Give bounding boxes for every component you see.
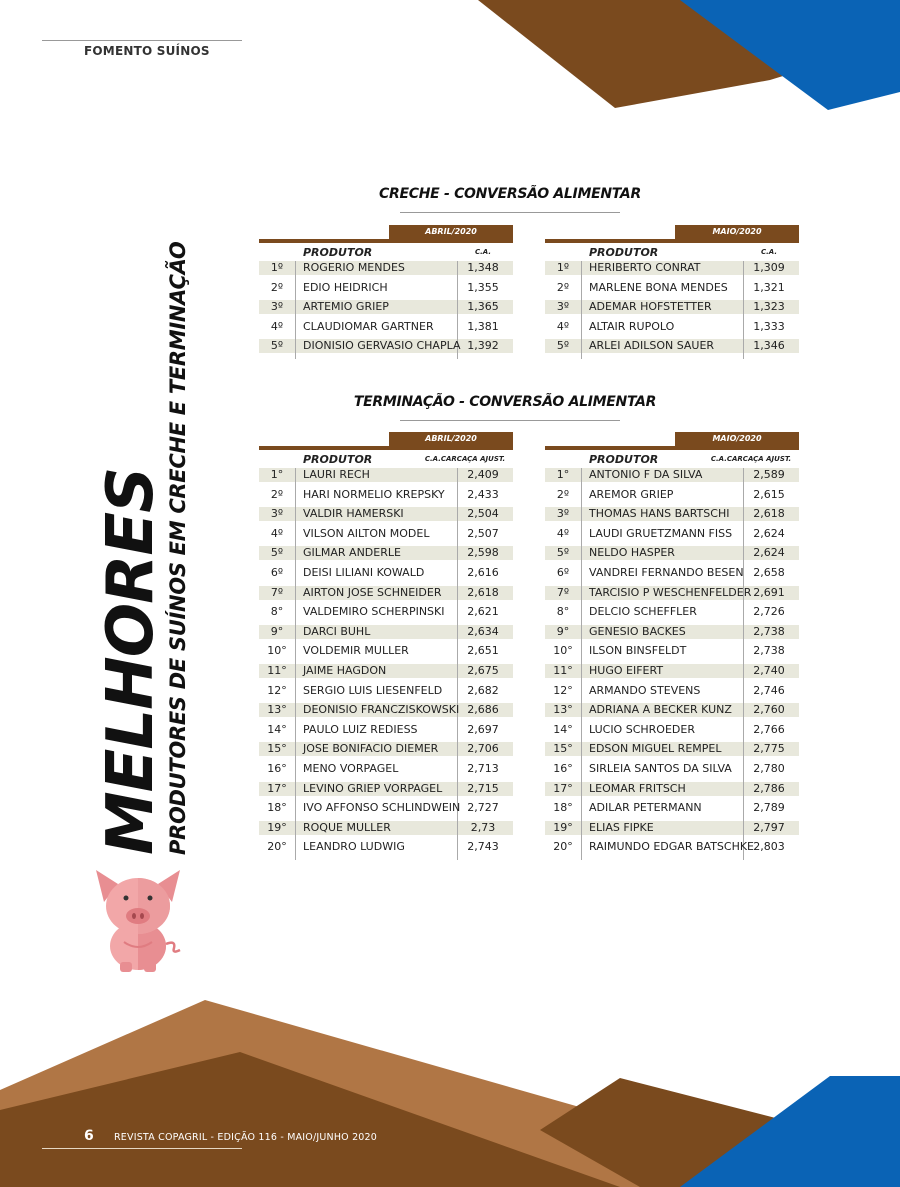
table-row: [545, 782, 799, 802]
column-separator: [581, 261, 582, 281]
row-producer-name: VOLDEMIR MULLER: [303, 644, 409, 658]
row-position: 8°: [270, 605, 284, 619]
table-header: [545, 450, 799, 468]
row-value: 1,381: [467, 319, 499, 333]
page-number: 6: [84, 1128, 94, 1144]
table-row: [545, 527, 799, 547]
table-row: [545, 261, 799, 281]
table-row: [259, 261, 513, 281]
row-position: 4º: [270, 319, 284, 333]
row-position: 13°: [267, 703, 287, 717]
table-row: [259, 527, 513, 547]
row-position: 1º: [556, 261, 570, 274]
table-row: [545, 281, 799, 301]
row-producer-name: LAUDI GRUETZMANN FISS: [589, 526, 733, 540]
row-value: 2,786: [753, 781, 785, 795]
row-position: 9°: [556, 624, 570, 638]
row-position: 17°: [267, 781, 287, 795]
row-producer-name: GENESIO BACKES: [589, 624, 686, 638]
row-value: 2,780: [753, 761, 785, 775]
row-producer-name: VANDREI FERNANDO BESEN: [589, 565, 744, 579]
column-separator: [581, 684, 582, 704]
row-producer-name: ILSON BINSFELDT: [589, 644, 687, 658]
table-rows: [259, 261, 513, 359]
row-producer-name: IVO AFFONSO SCHLINDWEIN: [303, 801, 461, 815]
row-position: 11°: [267, 663, 287, 677]
column-separator: [295, 261, 296, 281]
column-separator: [581, 281, 582, 301]
row-value: 2,797: [753, 820, 785, 834]
column-separator: [295, 821, 296, 841]
row-value: 2,713: [467, 761, 499, 775]
table-row: [259, 281, 513, 301]
month-label: ABRIL/2020: [389, 432, 513, 446]
row-position: 2º: [556, 280, 570, 294]
row-position: 1°: [556, 468, 570, 481]
column-separator: [581, 339, 582, 359]
column-separator: [581, 586, 582, 606]
row-producer-name: LEOMAR FRITSCH: [589, 781, 686, 795]
row-position: 3º: [270, 507, 284, 521]
terminacao-title: TERMINAÇÃO - CONVERSÃO ALIMENTAR: [353, 394, 657, 410]
row-position: 18°: [267, 801, 287, 815]
column-separator: [581, 300, 582, 320]
row-value: 1,321: [753, 280, 785, 294]
row-value: 2,686: [467, 703, 499, 717]
row-value: 2,727: [467, 801, 499, 815]
creche-title-rule: [400, 212, 620, 213]
row-producer-name: DELCIO SCHEFFLER: [589, 605, 697, 619]
row-value: 2,73: [470, 820, 496, 834]
table-row: [545, 488, 799, 508]
row-position: 12°: [553, 683, 573, 697]
row-value: 2,682: [467, 683, 499, 697]
column-separator: [295, 782, 296, 802]
table-row: [259, 801, 513, 821]
table-rows: [545, 261, 799, 359]
row-producer-name: ALTAIR RUPOLO: [589, 319, 675, 333]
row-position: 2º: [556, 487, 570, 501]
row-position: 4º: [270, 526, 284, 540]
row-producer-name: RAIMUNDO EDGAR BATSCHKE: [589, 840, 755, 854]
row-value: 2,697: [467, 722, 499, 736]
column-separator: [581, 605, 582, 625]
row-value: 2,616: [467, 565, 499, 579]
column-separator: [581, 625, 582, 645]
row-position: 4º: [556, 319, 570, 333]
table-row: [259, 320, 513, 340]
row-producer-name: ADILAR PETERMANN: [589, 801, 702, 815]
table-row: [259, 605, 513, 625]
row-position: 19°: [553, 820, 573, 834]
row-position: 19°: [267, 820, 287, 834]
table-row: [259, 684, 513, 704]
col-value: C.A.: [474, 248, 491, 256]
column-separator: [581, 821, 582, 841]
table-row: [545, 566, 799, 586]
row-value: 2,789: [753, 801, 785, 815]
row-position: 13°: [553, 703, 573, 717]
table-row: [259, 586, 513, 606]
row-producer-name: VALDIR HAMERSKI: [303, 507, 404, 521]
row-value: 2,618: [753, 507, 785, 521]
table-row: [545, 742, 799, 762]
column-separator: [581, 566, 582, 586]
row-value: 1,355: [467, 280, 499, 294]
row-producer-name: ARLEI ADILSON SAUER: [589, 339, 715, 353]
column-separator: [581, 320, 582, 340]
column-separator: [581, 644, 582, 664]
col-value: C.A.CARCAÇA AJUST.: [424, 455, 506, 463]
table-row: [545, 664, 799, 684]
col-value: C.A.: [760, 248, 777, 256]
row-producer-name: ANTONIO F DA SILVA: [589, 468, 703, 481]
row-position: 5º: [556, 546, 570, 560]
column-separator: [581, 801, 582, 821]
table-row: [259, 488, 513, 508]
row-producer-name: DARCI BUHL: [303, 624, 371, 638]
row-value: 2,658: [753, 565, 785, 579]
column-separator: [581, 723, 582, 743]
row-value: 2,766: [753, 722, 785, 736]
column-separator: [295, 507, 296, 527]
row-position: 6º: [556, 565, 570, 579]
column-separator: [295, 546, 296, 566]
col-producer: PRODUTOR: [589, 453, 659, 466]
row-value: 1,309: [753, 261, 785, 274]
row-value: 2,634: [467, 624, 499, 638]
row-position: 3º: [556, 507, 570, 521]
col-producer: PRODUTOR: [589, 246, 659, 259]
row-producer-name: DIONISIO GERVASIO CHAPLA: [303, 339, 461, 353]
table-row: [545, 339, 799, 359]
table-row: [545, 468, 799, 488]
row-value: 2,624: [753, 546, 785, 560]
table-row: [545, 644, 799, 664]
row-value: 1,365: [467, 300, 499, 314]
row-position: 20°: [553, 840, 573, 854]
row-producer-name: ARMANDO STEVENS: [589, 683, 701, 697]
table-rows: [545, 468, 799, 860]
row-producer-name: HARI NORMELIO KREPSKY: [303, 487, 445, 501]
row-position: 20°: [267, 840, 287, 854]
table-row: [545, 546, 799, 566]
row-producer-name: SIRLEIA SANTOS DA SILVA: [589, 761, 732, 775]
row-producer-name: GILMAR ANDERLE: [303, 546, 401, 560]
column-separator: [295, 339, 296, 359]
row-producer-name: AIRTON JOSE SCHNEIDER: [303, 585, 442, 599]
row-position: 10°: [267, 644, 287, 658]
row-value: 2,651: [467, 644, 499, 658]
row-producer-name: THOMAS HANS BARTSCHI: [589, 507, 730, 521]
row-position: 16°: [267, 761, 287, 775]
row-value: 2,738: [753, 624, 785, 638]
row-position: 14°: [267, 722, 287, 736]
column-separator: [295, 762, 296, 782]
row-position: 15°: [553, 742, 573, 756]
column-separator: [581, 840, 582, 860]
row-producer-name: JAIME HAGDON: [303, 663, 387, 677]
row-value: 1,392: [467, 339, 499, 353]
column-separator: [295, 684, 296, 704]
row-value: 1,333: [753, 319, 785, 333]
row-position: 16°: [553, 761, 573, 775]
row-position: 4º: [556, 526, 570, 540]
table-row: [259, 742, 513, 762]
table-row: [259, 723, 513, 743]
row-position: 17°: [553, 781, 573, 795]
table-row: [259, 703, 513, 723]
table-row: [545, 586, 799, 606]
row-value: 2,589: [753, 468, 785, 481]
col-value: C.A.CARCAÇA AJUST.: [710, 455, 792, 463]
table-row: [545, 723, 799, 743]
row-position: 10°: [553, 644, 573, 658]
row-position: 7º: [556, 585, 570, 599]
row-position: 15°: [267, 742, 287, 756]
row-position: 1°: [270, 468, 284, 481]
row-producer-name: MENO VORPAGEL: [303, 761, 399, 775]
table-row: [545, 300, 799, 320]
table-row: [545, 840, 799, 860]
row-position: 8°: [556, 605, 570, 619]
column-separator: [295, 625, 296, 645]
table-row: [259, 644, 513, 664]
row-value: 2,743: [467, 840, 499, 854]
table-row: [259, 546, 513, 566]
row-position: 3º: [556, 300, 570, 314]
column-separator: [581, 742, 582, 762]
column-separator: [295, 664, 296, 684]
table-header: [545, 243, 799, 261]
row-position: 2º: [270, 487, 284, 501]
column-separator: [295, 840, 296, 860]
row-producer-name: ADRIANA A BECKER KUNZ: [589, 703, 732, 717]
column-separator: [295, 605, 296, 625]
row-producer-name: LUCIO SCHROEDER: [589, 722, 695, 736]
column-separator: [581, 762, 582, 782]
row-value: 2,675: [467, 663, 499, 677]
feature-subtitle: PRODUTORES DE SUÍNOS EM CRECHE E TERMINAÇÃO: [166, 241, 190, 855]
row-value: 2,409: [467, 468, 499, 481]
table-header: [259, 243, 513, 261]
row-producer-name: VILSON AILTON MODEL: [303, 526, 430, 540]
row-producer-name: TARCISIO P WESCHENFELDER: [589, 585, 752, 599]
table-row: [259, 840, 513, 860]
row-position: 5º: [556, 339, 570, 353]
table-row: [545, 762, 799, 782]
row-value: 2,775: [753, 742, 785, 756]
row-position: 11°: [553, 663, 573, 677]
row-value: 2,803: [753, 840, 785, 854]
column-separator: [295, 488, 296, 508]
row-producer-name: LEANDRO LUDWIG: [303, 840, 405, 854]
column-separator: [295, 801, 296, 821]
column-separator: [295, 742, 296, 762]
column-separator: [581, 546, 582, 566]
row-value: 2,726: [753, 605, 785, 619]
row-producer-name: ROGERIO MENDES: [303, 261, 405, 274]
month-label: ABRIL/2020: [389, 225, 513, 239]
table-row: [545, 684, 799, 704]
table-row: [259, 762, 513, 782]
table-row: [259, 300, 513, 320]
row-producer-name: VALDEMIRO SCHERPINSKI: [303, 605, 445, 619]
row-value: 2,760: [753, 703, 785, 717]
row-value: 2,706: [467, 742, 499, 756]
row-position: 9°: [270, 624, 284, 638]
row-value: 2,598: [467, 546, 499, 560]
row-position: 5º: [270, 339, 284, 353]
column-separator: [295, 300, 296, 320]
footer-text: REVISTA COPAGRIL - EDIÇÃO 116 - MAIO/JUNHO 2020: [114, 1132, 378, 1143]
column-separator: [581, 527, 582, 547]
section-header: FOMENTO SUÍNOS: [84, 44, 210, 58]
table-rows: [259, 468, 513, 860]
row-producer-name: HUGO EIFERT: [589, 663, 664, 677]
footer-rule: [42, 1148, 242, 1149]
column-separator: [295, 281, 296, 301]
table-row: [545, 801, 799, 821]
row-position: 6º: [270, 565, 284, 579]
row-position: 7º: [270, 585, 284, 599]
month-label: MAIO/2020: [675, 225, 799, 239]
column-separator: [295, 566, 296, 586]
row-value: 2,740: [753, 663, 785, 677]
row-position: 12°: [267, 683, 287, 697]
table-row: [259, 566, 513, 586]
creche-title: CRECHE - CONVERSÃO ALIMENTAR: [379, 186, 641, 202]
table-row: [259, 468, 513, 488]
table-row: [545, 821, 799, 841]
column-separator: [581, 782, 582, 802]
column-separator: [295, 586, 296, 606]
row-value: 1,346: [753, 339, 785, 353]
column-separator: [581, 507, 582, 527]
table-row: [259, 821, 513, 841]
header-rule: [42, 40, 242, 41]
row-position: 14°: [553, 722, 573, 736]
table-row: [545, 703, 799, 723]
row-producer-name: ROQUE MULLER: [303, 820, 391, 834]
vertical-title: [94, 155, 220, 855]
terminacao-title-rule: [400, 420, 620, 421]
column-separator: [581, 664, 582, 684]
column-separator: [581, 468, 582, 488]
row-producer-name: ARTEMIO GRIEP: [303, 300, 389, 314]
row-producer-name: DEISI LILIANI KOWALD: [303, 565, 425, 579]
row-producer-name: LAURI RECH: [303, 468, 370, 481]
row-producer-name: EDIO HEIDRICH: [303, 280, 388, 294]
row-producer-name: SERGIO LUIS LIESENFELD: [303, 683, 443, 697]
row-value: 1,348: [467, 261, 499, 274]
row-position: 2º: [270, 280, 284, 294]
column-separator: [295, 723, 296, 743]
row-producer-name: HERIBERTO CONRAT: [589, 261, 701, 274]
row-position: 3º: [270, 300, 284, 314]
table-row: [259, 664, 513, 684]
table-row: [259, 339, 513, 359]
row-producer-name: NELDO HASPER: [589, 546, 675, 560]
column-separator: [295, 527, 296, 547]
table-row: [545, 605, 799, 625]
table-row: [259, 782, 513, 802]
row-value: 2,621: [467, 605, 499, 619]
table-row: [545, 625, 799, 645]
row-value: 1,323: [753, 300, 785, 314]
col-producer: PRODUTOR: [303, 453, 373, 466]
row-value: 2,715: [467, 781, 499, 795]
table-row: [259, 625, 513, 645]
row-value: 2,615: [753, 487, 785, 501]
row-producer-name: AREMOR GRIEP: [589, 487, 674, 501]
row-position: 18°: [553, 801, 573, 815]
col-producer: PRODUTOR: [303, 246, 373, 259]
row-value: 2,507: [467, 526, 499, 540]
row-value: 2,618: [467, 585, 499, 599]
month-label: MAIO/2020: [675, 432, 799, 446]
row-value: 2,433: [467, 487, 499, 501]
row-producer-name: ELIAS FIPKE: [589, 820, 654, 834]
row-producer-name: LEVINO GRIEP VORPAGEL: [303, 781, 443, 795]
row-producer-name: JOSE BONIFACIO DIEMER: [303, 742, 439, 756]
column-separator: [581, 488, 582, 508]
row-value: 2,691: [753, 585, 785, 599]
column-separator: [295, 468, 296, 488]
column-separator: [295, 320, 296, 340]
row-producer-name: EDSON MIGUEL REMPEL: [589, 742, 722, 756]
row-value: 2,624: [753, 526, 785, 540]
pig-icon: [88, 862, 188, 974]
row-position: 1º: [270, 261, 284, 274]
column-separator: [295, 703, 296, 723]
column-separator: [295, 644, 296, 664]
table-row: [545, 507, 799, 527]
row-value: 2,504: [467, 507, 499, 521]
row-producer-name: MARLENE BONA MENDES: [589, 280, 728, 294]
row-producer-name: PAULO LUIZ REDIESS: [303, 722, 418, 736]
table-row: [545, 320, 799, 340]
row-value: 2,746: [753, 683, 785, 697]
table-row: [259, 507, 513, 527]
row-producer-name: CLAUDIOMAR GARTNER: [303, 319, 434, 333]
row-value: 2,738: [753, 644, 785, 658]
row-producer-name: ADEMAR HOFSTETTER: [589, 300, 712, 314]
table-header: [259, 450, 513, 468]
column-separator: [581, 703, 582, 723]
row-position: 5º: [270, 546, 284, 560]
row-producer-name: DEONISIO FRANCZISKOWSKI: [303, 703, 460, 717]
feature-title: MELHORES: [94, 467, 168, 855]
